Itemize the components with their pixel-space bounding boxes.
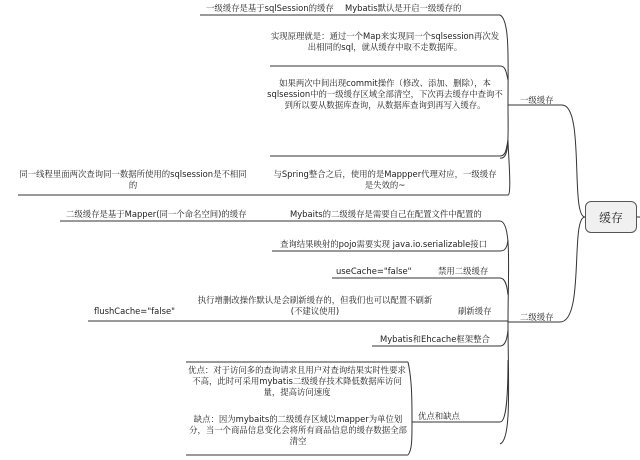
node-second-flush-cache[interactable]: flushCache="false" [94, 306, 175, 316]
node-first-commit[interactable]: 如果两次中间出现commit操作（修改、添加、删除），本sqlsession中的一级缓存区域全部清空，下次再去缓存中查询不到所以要从数据库查询，从数据库查询到再写入缓存。 [267, 78, 503, 110]
node-second-pros[interactable]: 优点：对于访问多的查询请求且用户对查询结果实时性要求不高，此时可采用mybatis二级缓存技术降低数据库访问量，提高访问速度 [188, 365, 406, 397]
node-second-config[interactable]: Mybaits的二级缓存是需要自己在配置文件中配置的 [290, 209, 482, 219]
node-second-disable[interactable]: 禁用二级缓存 [438, 266, 489, 276]
node-second-refresh-desc[interactable]: 执行增删改操作默认是会刷新缓存的，但我们也可以配置不刷新(不建议使用) [197, 295, 433, 316]
node-first-spring-note[interactable]: 同一线程里面两次查询同一数据所使用的sqlsession是不相同的 [19, 169, 247, 190]
node-second-use-cache[interactable]: useCache="false" [336, 266, 412, 276]
node-second-mapper-based[interactable]: 二级缓存是基于Mapper(同一个命名空间)的缓存 [66, 209, 247, 219]
connector-root-first [562, 105, 585, 217]
node-second-cons[interactable]: 缺点：因为mybaits的二级缓存区域以mapper为单位划分，当一个商品信息变化会将所有商品信息的缓存数据全部清空 [189, 414, 407, 446]
node-second-cache[interactable]: 二级缓存 [520, 312, 554, 322]
node-first-cache[interactable]: 一级缓存 [520, 95, 554, 105]
node-second-serializable[interactable]: 查询结果映射的pojo需要实现 java.io.serializable接口 [280, 239, 487, 249]
root-node-cache[interactable]: 缓存 [585, 201, 637, 233]
node-second-refresh[interactable]: 刷新缓存 [458, 306, 492, 316]
node-second-ehcache[interactable]: Mybatis和Ehcache框架整合 [380, 334, 490, 344]
node-first-based-on[interactable]: 一级缓存是基于sqlSession的缓存 [206, 3, 334, 13]
node-second-pros-cons[interactable]: 优点和缺点 [418, 411, 460, 421]
node-first-principle[interactable]: 实现原理就是：通过一个Map来实现同一个sqlsession再次发出相同的sql，就从缓存中取不走数据库。 [270, 31, 500, 52]
connector-root-second [560, 217, 585, 322]
node-first-default-on[interactable]: Mybatis默认是开启一级缓存的 [345, 3, 462, 13]
node-first-spring[interactable]: 与Spring整合之后，使用的是Mappper代理对应，一级缓存是失效的~ [273, 169, 497, 190]
